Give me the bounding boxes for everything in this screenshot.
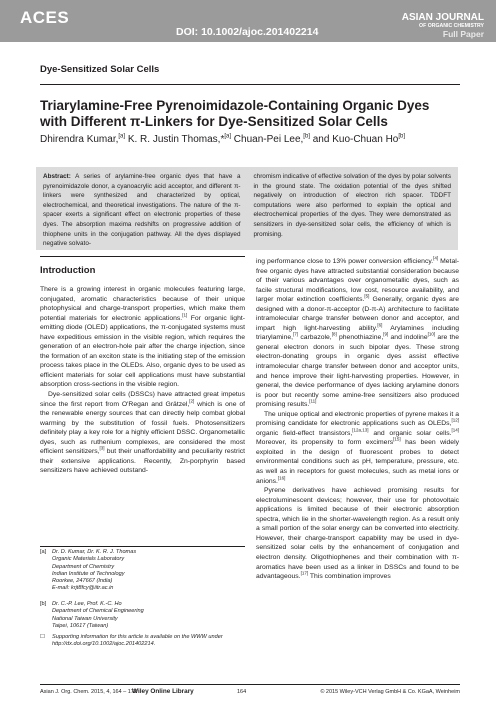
intro-top-rule: [40, 256, 245, 257]
doi-link[interactable]: DOI: 10.1002/ajoc.201402214: [176, 26, 319, 38]
citation[interactable]: [2]: [189, 398, 195, 404]
author-2-affiliation: [a]: [224, 133, 232, 140]
citation[interactable]: [15]: [393, 437, 401, 443]
body-column-right: [256, 257, 459, 582]
footnote-rule: [40, 546, 245, 547]
citation[interactable]: [10]: [427, 332, 436, 338]
abstract-label: Abstract:: [43, 173, 71, 180]
wiley-online-library-link[interactable]: Wiley Online Library: [132, 688, 194, 695]
author-3: Chuan-Pei Lee,: [231, 134, 304, 145]
author-2: K. R. Justin Thomas,*: [125, 134, 225, 145]
citation[interactable]: [5]: [364, 293, 370, 299]
aces-logo: ACES: [20, 8, 70, 27]
section-label: Dye-Sensitized Solar Cells: [40, 64, 160, 75]
paragraph: The unique optical and electronic properties of pyrene makes it a promising candidate for electronic applications such as OLEDs,[12] organic field-effect transistors,[12a,13] and organic solar cells.[14] Moreover, its propensity to form excimers[15] has been widely exploited in the design of fluorescent probes to detect environmental conditions such as pH, temperature, pressure, etc. as well as in receptors for guest molecules, such as metal ions or anions.[16]: [256, 410, 459, 485]
citation[interactable]: [17]: [300, 570, 309, 576]
journal-citation: Asian J. Org. Chem. 2015, 4, 164 – 172: [40, 689, 137, 695]
article-title: Triarylamine-Free Pyrenoimidazole-Containing Organic Dyes with Different π-Linkers for Dye-Sensitized Solar Cells: [40, 98, 430, 129]
body-column-left: [40, 285, 245, 476]
abstract-box: [36, 167, 458, 250]
footnote-affiliation-b: [b] Dr. C.-P. Lee, Prof. K.-C. Ho Department of Chemical Engineering National Taiwan University Taipei, 10617 (Taiwan): [40, 601, 144, 629]
journal-header-banner: [0, 0, 496, 42]
title-top-rule: [40, 84, 460, 85]
citation[interactable]: [16]: [277, 475, 286, 481]
citation[interactable]: [12]: [451, 418, 459, 424]
author-4: and Kuo-Chuan Ho: [309, 134, 399, 145]
author-1: Dhirendra Kumar,: [40, 134, 119, 145]
paragraph: ing performance close to 13% power conversion efficiency.[4] Metal-free organic dyes have attracted substantial consideration because of their various advantages over organometallic dyes, such as facile structural modifications, low cost, resource availability, and larger molar extinction coefficients.[5] Generally, organic dyes are designed with a donor-π-acceptor (D-π-A) architecture to facilitate intramolecular charge transfer between donor and acceptor, and impart high light-harvesting ability.[6] Arylamines including triarylamine,[7] carbazole,[8] phenothiazine,[9] and indoline[10] are the general electron donors in such bipolar dyes. These strong electron-donating groups in organic dyes assist effective intramolecular charge transfer between donor and acceptor units, and hence improve their light-harvesting properties. However, in general, the device performance of dyes lacking arylamine donors is poor but recently some amine-free sensitizers also produced promising results.[11]: [256, 255, 459, 409]
journal-name-line1: ASIAN JOURNAL: [401, 12, 484, 23]
author-3-affiliation: [b]: [303, 133, 310, 140]
introduction-heading: Introduction: [40, 265, 96, 276]
abstract-right-column: [254, 172, 452, 245]
footnote-supporting-info: ☐ Supporting information for this article is available on the WWW under http://dx.doi.org/10.1002/ajoc.201402214.: [40, 634, 245, 649]
paragraph: Dye-sensitized solar cells (DSSCs) have attracted great impetus since the first report from O'Regan and Grätzel,[2] which is one of the renewable energy sources that can directly help combat global warming by the substitution of fossil fuels. Photosensitizers definitely play a key role for a highly efficient DSSC. Organometallic dyes, such as ruthenium complexes, are considered the most efficient sensitizers,[3] but their unaffordability and peculiarity restrict their extensive applications. Recently, Zn-porphyrin based sensitizers have achieved outstand-: [40, 391, 245, 475]
article-type: Full Paper: [442, 29, 484, 39]
citation[interactable]: [9]: [383, 332, 389, 338]
citation[interactable]: [4]: [433, 255, 439, 261]
abstract-text-right: chromism indicative of effective solvation of the dyes by polar solvents in the ground state. The oxidation potential of the dyes shifted negatively on introduction of electron rich spacer. TDDFT computations were also performed to explain the optical and electrochemical properties of the dyes. They were demonstrated as sensitizers in dye-sensitized solar cells, the efficiency of which is promising.: [253, 173, 451, 238]
author-4-affiliation: [b]: [398, 133, 406, 140]
footnote-affiliation-a: [a] Dr. D. Kumar, Dr. K. R. J. Thomas Organic Materials Laboratory Department of Chemistry Indian Institute of Technology Roorkee, 247667 (India) E-mail: krjt8fcy@iitr.ac.in: [40, 549, 245, 593]
paragraph: There is a growing interest in organic molecules featuring large, conjugated, aromatic characteristics because of their unique photophysical and charge-transport properties, which make them potential materials for electronic applications.[1] For organic light-emitting diode (OLED) applications, the π-conjugated systems must have expeditious emission in the visible region, which requires the generation of an electron-hole pair after the charge injection, since the formation of an exciton state is the initiating step of the emission process takes place in the OLEDs. Also, organic dyes to be used as efficient materials for solar cell applications must have substantial absorption cross-sections in the visible region.: [40, 286, 245, 389]
journal-name-line2: OF ORGANIC CHEMISTRY: [419, 23, 484, 29]
citation[interactable]: [14]: [451, 427, 459, 433]
author-email[interactable]: E-mail: krjt8fcy@iitr.ac.in: [52, 585, 114, 592]
supporting-info-icon: ☐: [40, 634, 46, 640]
footer-rule: [40, 684, 460, 685]
citation[interactable]: [12a,13]: [352, 427, 369, 433]
citation[interactable]: [8]: [331, 332, 337, 338]
citation[interactable]: [1]: [182, 312, 188, 318]
page-number: 164: [237, 689, 247, 695]
copyright: © 2015 Wiley-VCH Verlag GmbH & Co. KGaA, Weinheim: [320, 689, 460, 695]
citation[interactable]: [11]: [309, 398, 317, 404]
abstract-text-left: A series of arylamine-free organic dyes that have a pyrenoimidazole donor, a cyanoacrylic acid acceptor, and different π-linkers were synthesized and characterized by optical, electrochemical, and theoretical investigations. The nature of the π-spacer exerts a significant effect on electronic properties of these dyes. The absorption maxima redshifts on progressive addition of thiophene units in the conjugation pathway. All the dyes displayed negative solvato-: [43, 173, 241, 248]
author-list: [40, 134, 480, 146]
journal-name: [402, 13, 484, 39]
supporting-info-link[interactable]: http://dx.doi.org/10.1002/ajoc.201402214.: [52, 641, 156, 648]
paragraph: Pyrene derivatives have achieved promising results for electroluminescent devices; however, their use for photovoltaic applications is limited because of their electronic absorption spectra, which lie in the shorter-wavelength region. As a result only a small portion of the solar energy can be converted into electricity. However, their charge-transport capability may be used in dye-sensitized solar cells by the enhancement of conjugation and electron density. Oligothiophenes and their combination with π-aromatics have been used as a linker in DSSCs and found to be advantageous.[17] This combination improves: [256, 487, 459, 581]
citation[interactable]: [6]: [377, 322, 383, 328]
citation[interactable]: [7]: [293, 332, 299, 338]
citation[interactable]: [3]: [99, 446, 105, 452]
abstract-left-column: [43, 172, 241, 248]
author-1-affiliation: [a]: [118, 133, 126, 140]
